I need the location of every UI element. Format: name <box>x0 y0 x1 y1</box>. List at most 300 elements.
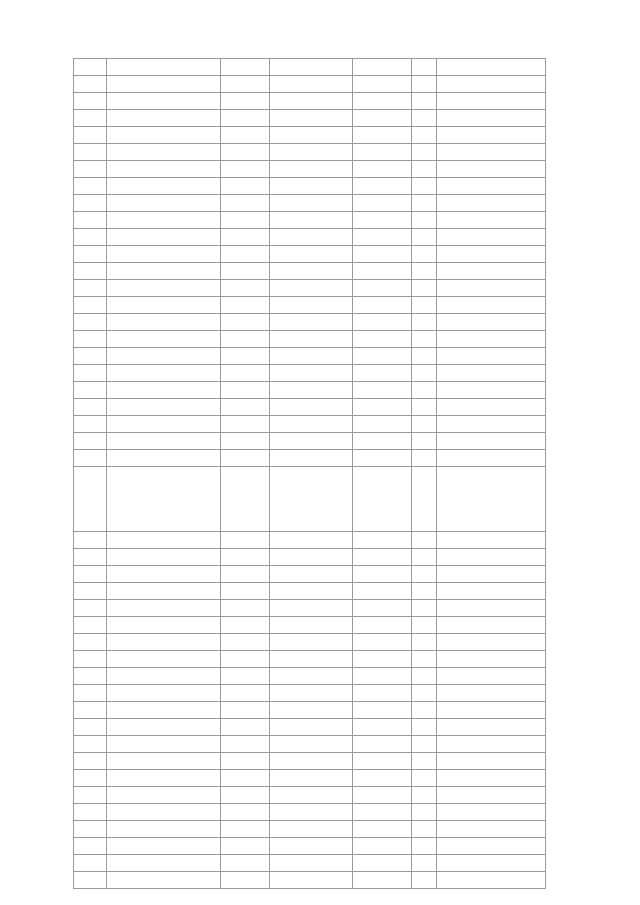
cadastral-number <box>107 161 221 178</box>
land-category <box>270 365 353 382</box>
permitted-use <box>353 331 412 348</box>
permitted-use <box>353 382 412 399</box>
table-row <box>74 348 546 365</box>
land-category <box>270 263 353 280</box>
value-cell <box>437 872 546 889</box>
cadastral-number <box>107 263 221 280</box>
area-cell <box>412 348 437 365</box>
land-category <box>270 617 353 634</box>
cadastral-number <box>107 855 221 872</box>
address-cell <box>221 144 270 161</box>
value-cell <box>437 365 546 382</box>
cadastral-number <box>107 416 221 433</box>
row-number <box>74 736 107 753</box>
area-cell <box>412 331 437 348</box>
land-category <box>270 127 353 144</box>
address-cell <box>221 668 270 685</box>
cadastral-number <box>107 549 221 566</box>
cadastral-number <box>107 685 221 702</box>
permitted-use <box>353 280 412 297</box>
land-category <box>270 668 353 685</box>
address-cell <box>221 770 270 787</box>
permitted-use <box>353 634 412 651</box>
address-cell <box>221 719 270 736</box>
value-cell <box>437 382 546 399</box>
land-category <box>270 838 353 855</box>
table-row <box>74 127 546 144</box>
address-cell <box>221 736 270 753</box>
permitted-use <box>353 702 412 719</box>
value-cell <box>437 93 546 110</box>
table-row <box>74 719 546 736</box>
land-category <box>270 566 353 583</box>
land-category <box>270 433 353 450</box>
row-number <box>74 365 107 382</box>
table-row <box>74 702 546 719</box>
value-cell <box>437 736 546 753</box>
permitted-use <box>353 399 412 416</box>
value-cell <box>437 178 546 195</box>
area-cell <box>412 668 437 685</box>
cadastral-number <box>107 382 221 399</box>
area-cell <box>412 804 437 821</box>
table-row <box>74 297 546 314</box>
cadastral-number <box>107 566 221 583</box>
permitted-use <box>353 838 412 855</box>
land-category <box>270 634 353 651</box>
table-row <box>74 93 546 110</box>
cadastral-number <box>107 634 221 651</box>
table-row <box>74 161 546 178</box>
area-cell <box>412 549 437 566</box>
area-cell <box>412 314 437 331</box>
table-row <box>74 668 546 685</box>
table-row <box>74 433 546 450</box>
permitted-use <box>353 736 412 753</box>
area-cell <box>412 617 437 634</box>
land-category <box>270 450 353 467</box>
row-number <box>74 685 107 702</box>
cadastral-number <box>107 651 221 668</box>
permitted-use <box>353 195 412 212</box>
table-row <box>74 212 546 229</box>
address-cell <box>221 600 270 617</box>
address-cell <box>221 549 270 566</box>
cadastral-number <box>107 195 221 212</box>
cadastral-number <box>107 229 221 246</box>
area-cell <box>412 365 437 382</box>
table-row <box>74 314 546 331</box>
row-number <box>74 144 107 161</box>
table-row <box>74 280 546 297</box>
row-number <box>74 348 107 365</box>
land-category <box>270 93 353 110</box>
area-cell <box>412 787 437 804</box>
land-category <box>270 212 353 229</box>
cadastral-number <box>107 365 221 382</box>
table-row <box>74 736 546 753</box>
area-cell <box>412 600 437 617</box>
land-category <box>270 685 353 702</box>
cadastral-number <box>107 600 221 617</box>
area-cell <box>412 855 437 872</box>
value-cell <box>437 246 546 263</box>
row-number <box>74 566 107 583</box>
address-cell <box>221 93 270 110</box>
value-cell <box>437 821 546 838</box>
cadastral-table <box>73 58 546 889</box>
land-category <box>270 331 353 348</box>
area-cell <box>412 416 437 433</box>
land-category <box>270 719 353 736</box>
row-number <box>74 297 107 314</box>
cadastral-number <box>107 297 221 314</box>
address-cell <box>221 76 270 93</box>
row-number <box>74 651 107 668</box>
row-number <box>74 838 107 855</box>
table-row <box>74 178 546 195</box>
row-number <box>74 804 107 821</box>
table-row <box>74 416 546 433</box>
value-cell <box>437 804 546 821</box>
row-number <box>74 433 107 450</box>
row-number <box>74 702 107 719</box>
land-category <box>270 314 353 331</box>
cadastral-number <box>107 736 221 753</box>
value-cell <box>437 195 546 212</box>
area-cell <box>412 532 437 549</box>
area-cell <box>412 178 437 195</box>
cadastral-number <box>107 787 221 804</box>
row-number <box>74 532 107 549</box>
table-row <box>74 651 546 668</box>
area-cell <box>412 229 437 246</box>
row-number <box>74 617 107 634</box>
row-number <box>74 263 107 280</box>
address-cell <box>221 433 270 450</box>
land-category <box>270 804 353 821</box>
land-category <box>270 161 353 178</box>
value-cell <box>437 127 546 144</box>
area-cell <box>412 634 437 651</box>
address-cell <box>221 416 270 433</box>
cadastral-number <box>107 76 221 93</box>
area-cell <box>412 144 437 161</box>
area-cell <box>412 59 437 76</box>
area-cell <box>412 297 437 314</box>
cadastral-number <box>107 467 221 532</box>
permitted-use <box>353 617 412 634</box>
row-number <box>74 399 107 416</box>
cadastral-number <box>107 59 221 76</box>
area-cell <box>412 263 437 280</box>
row-number <box>74 110 107 127</box>
table-row <box>74 583 546 600</box>
cadastral-number <box>107 93 221 110</box>
cadastral-number <box>107 314 221 331</box>
cadastral-number <box>107 719 221 736</box>
permitted-use <box>353 348 412 365</box>
row-number <box>74 821 107 838</box>
address-cell <box>221 617 270 634</box>
permitted-use <box>353 566 412 583</box>
cadastral-number <box>107 668 221 685</box>
permitted-use <box>353 583 412 600</box>
address-cell <box>221 297 270 314</box>
table-row <box>74 804 546 821</box>
table-row <box>74 787 546 804</box>
address-cell <box>221 634 270 651</box>
value-cell <box>437 617 546 634</box>
permitted-use <box>353 416 412 433</box>
area-cell <box>412 93 437 110</box>
value-cell <box>437 467 546 532</box>
permitted-use <box>353 263 412 280</box>
table-row <box>74 467 546 532</box>
area-cell <box>412 651 437 668</box>
table-row <box>74 331 546 348</box>
value-cell <box>437 297 546 314</box>
area-cell <box>412 76 437 93</box>
value-cell <box>437 212 546 229</box>
permitted-use <box>353 467 412 532</box>
value-cell <box>437 532 546 549</box>
value-cell <box>437 314 546 331</box>
permitted-use <box>353 93 412 110</box>
permitted-use <box>353 855 412 872</box>
table-row <box>74 753 546 770</box>
address-cell <box>221 263 270 280</box>
cadastral-number <box>107 212 221 229</box>
cadastral-number <box>107 702 221 719</box>
permitted-use <box>353 532 412 549</box>
address-cell <box>221 804 270 821</box>
value-cell <box>437 668 546 685</box>
row-number <box>74 280 107 297</box>
permitted-use <box>353 76 412 93</box>
area-cell <box>412 127 437 144</box>
row-number <box>74 770 107 787</box>
row-number <box>74 331 107 348</box>
area-cell <box>412 583 437 600</box>
permitted-use <box>353 770 412 787</box>
row-number <box>74 195 107 212</box>
table-row <box>74 617 546 634</box>
area-cell <box>412 280 437 297</box>
permitted-use <box>353 872 412 889</box>
value-cell <box>437 651 546 668</box>
address-cell <box>221 467 270 532</box>
area-cell <box>412 467 437 532</box>
cadastral-number <box>107 617 221 634</box>
permitted-use <box>353 685 412 702</box>
area-cell <box>412 212 437 229</box>
land-category <box>270 600 353 617</box>
area-cell <box>412 719 437 736</box>
address-cell <box>221 127 270 144</box>
value-cell <box>437 76 546 93</box>
area-cell <box>412 821 437 838</box>
address-cell <box>221 280 270 297</box>
table-row <box>74 838 546 855</box>
cadastral-number <box>107 753 221 770</box>
land-category <box>270 532 353 549</box>
cadastral-number <box>107 532 221 549</box>
row-number <box>74 634 107 651</box>
area-cell <box>412 753 437 770</box>
permitted-use <box>353 59 412 76</box>
value-cell <box>437 433 546 450</box>
permitted-use <box>353 110 412 127</box>
table-row <box>74 855 546 872</box>
row-number <box>74 668 107 685</box>
row-number <box>74 59 107 76</box>
land-category <box>270 736 353 753</box>
permitted-use <box>353 246 412 263</box>
land-category <box>270 855 353 872</box>
row-number <box>74 93 107 110</box>
table-row <box>74 549 546 566</box>
row-number <box>74 787 107 804</box>
land-category <box>270 110 353 127</box>
permitted-use <box>353 804 412 821</box>
land-category <box>270 702 353 719</box>
land-category <box>270 178 353 195</box>
address-cell <box>221 753 270 770</box>
table-row <box>74 770 546 787</box>
value-cell <box>437 753 546 770</box>
row-number <box>74 314 107 331</box>
permitted-use <box>353 668 412 685</box>
value-cell <box>437 280 546 297</box>
permitted-use <box>353 127 412 144</box>
land-category <box>270 195 353 212</box>
value-cell <box>437 702 546 719</box>
address-cell <box>221 229 270 246</box>
area-cell <box>412 399 437 416</box>
cadastral-number <box>107 110 221 127</box>
permitted-use <box>353 719 412 736</box>
cadastral-number <box>107 127 221 144</box>
address-cell <box>221 331 270 348</box>
row-number <box>74 246 107 263</box>
value-cell <box>437 161 546 178</box>
cadastral-number <box>107 399 221 416</box>
permitted-use <box>353 314 412 331</box>
address-cell <box>221 246 270 263</box>
area-cell <box>412 838 437 855</box>
permitted-use <box>353 600 412 617</box>
cadastral-number <box>107 450 221 467</box>
permitted-use <box>353 297 412 314</box>
address-cell <box>221 59 270 76</box>
value-cell <box>437 110 546 127</box>
table-row <box>74 600 546 617</box>
land-category <box>270 348 353 365</box>
row-number <box>74 855 107 872</box>
permitted-use <box>353 433 412 450</box>
row-number <box>74 583 107 600</box>
permitted-use <box>353 229 412 246</box>
cadastral-number <box>107 178 221 195</box>
address-cell <box>221 566 270 583</box>
value-cell <box>437 566 546 583</box>
land-category <box>270 872 353 889</box>
address-cell <box>221 110 270 127</box>
value-cell <box>437 348 546 365</box>
cadastral-number <box>107 804 221 821</box>
address-cell <box>221 348 270 365</box>
table-row <box>74 382 546 399</box>
area-cell <box>412 566 437 583</box>
land-category <box>270 583 353 600</box>
address-cell <box>221 855 270 872</box>
value-cell <box>437 583 546 600</box>
table-row <box>74 246 546 263</box>
value-cell <box>437 450 546 467</box>
area-cell <box>412 770 437 787</box>
table-row <box>74 144 546 161</box>
land-category <box>270 144 353 161</box>
value-cell <box>437 59 546 76</box>
permitted-use <box>353 144 412 161</box>
address-cell <box>221 399 270 416</box>
table-body <box>74 59 546 889</box>
value-cell <box>437 719 546 736</box>
row-number <box>74 76 107 93</box>
row-number <box>74 382 107 399</box>
value-cell <box>437 144 546 161</box>
land-category <box>270 246 353 263</box>
address-cell <box>221 583 270 600</box>
table-row <box>74 59 546 76</box>
area-cell <box>412 872 437 889</box>
address-cell <box>221 651 270 668</box>
table-row <box>74 566 546 583</box>
permitted-use <box>353 821 412 838</box>
row-number <box>74 450 107 467</box>
address-cell <box>221 195 270 212</box>
address-cell <box>221 314 270 331</box>
area-cell <box>412 736 437 753</box>
land-category <box>270 229 353 246</box>
cadastral-number <box>107 838 221 855</box>
value-cell <box>437 770 546 787</box>
row-number <box>74 416 107 433</box>
area-cell <box>412 161 437 178</box>
value-cell <box>437 634 546 651</box>
area-cell <box>412 450 437 467</box>
table-row <box>74 365 546 382</box>
row-number <box>74 753 107 770</box>
address-cell <box>221 685 270 702</box>
cadastral-number <box>107 821 221 838</box>
value-cell <box>437 331 546 348</box>
address-cell <box>221 532 270 549</box>
land-category <box>270 467 353 532</box>
land-category <box>270 399 353 416</box>
table-row <box>74 76 546 93</box>
address-cell <box>221 178 270 195</box>
area-cell <box>412 195 437 212</box>
table-row <box>74 450 546 467</box>
table-row <box>74 195 546 212</box>
row-number <box>74 872 107 889</box>
land-category <box>270 76 353 93</box>
land-category <box>270 549 353 566</box>
value-cell <box>437 685 546 702</box>
area-cell <box>412 433 437 450</box>
